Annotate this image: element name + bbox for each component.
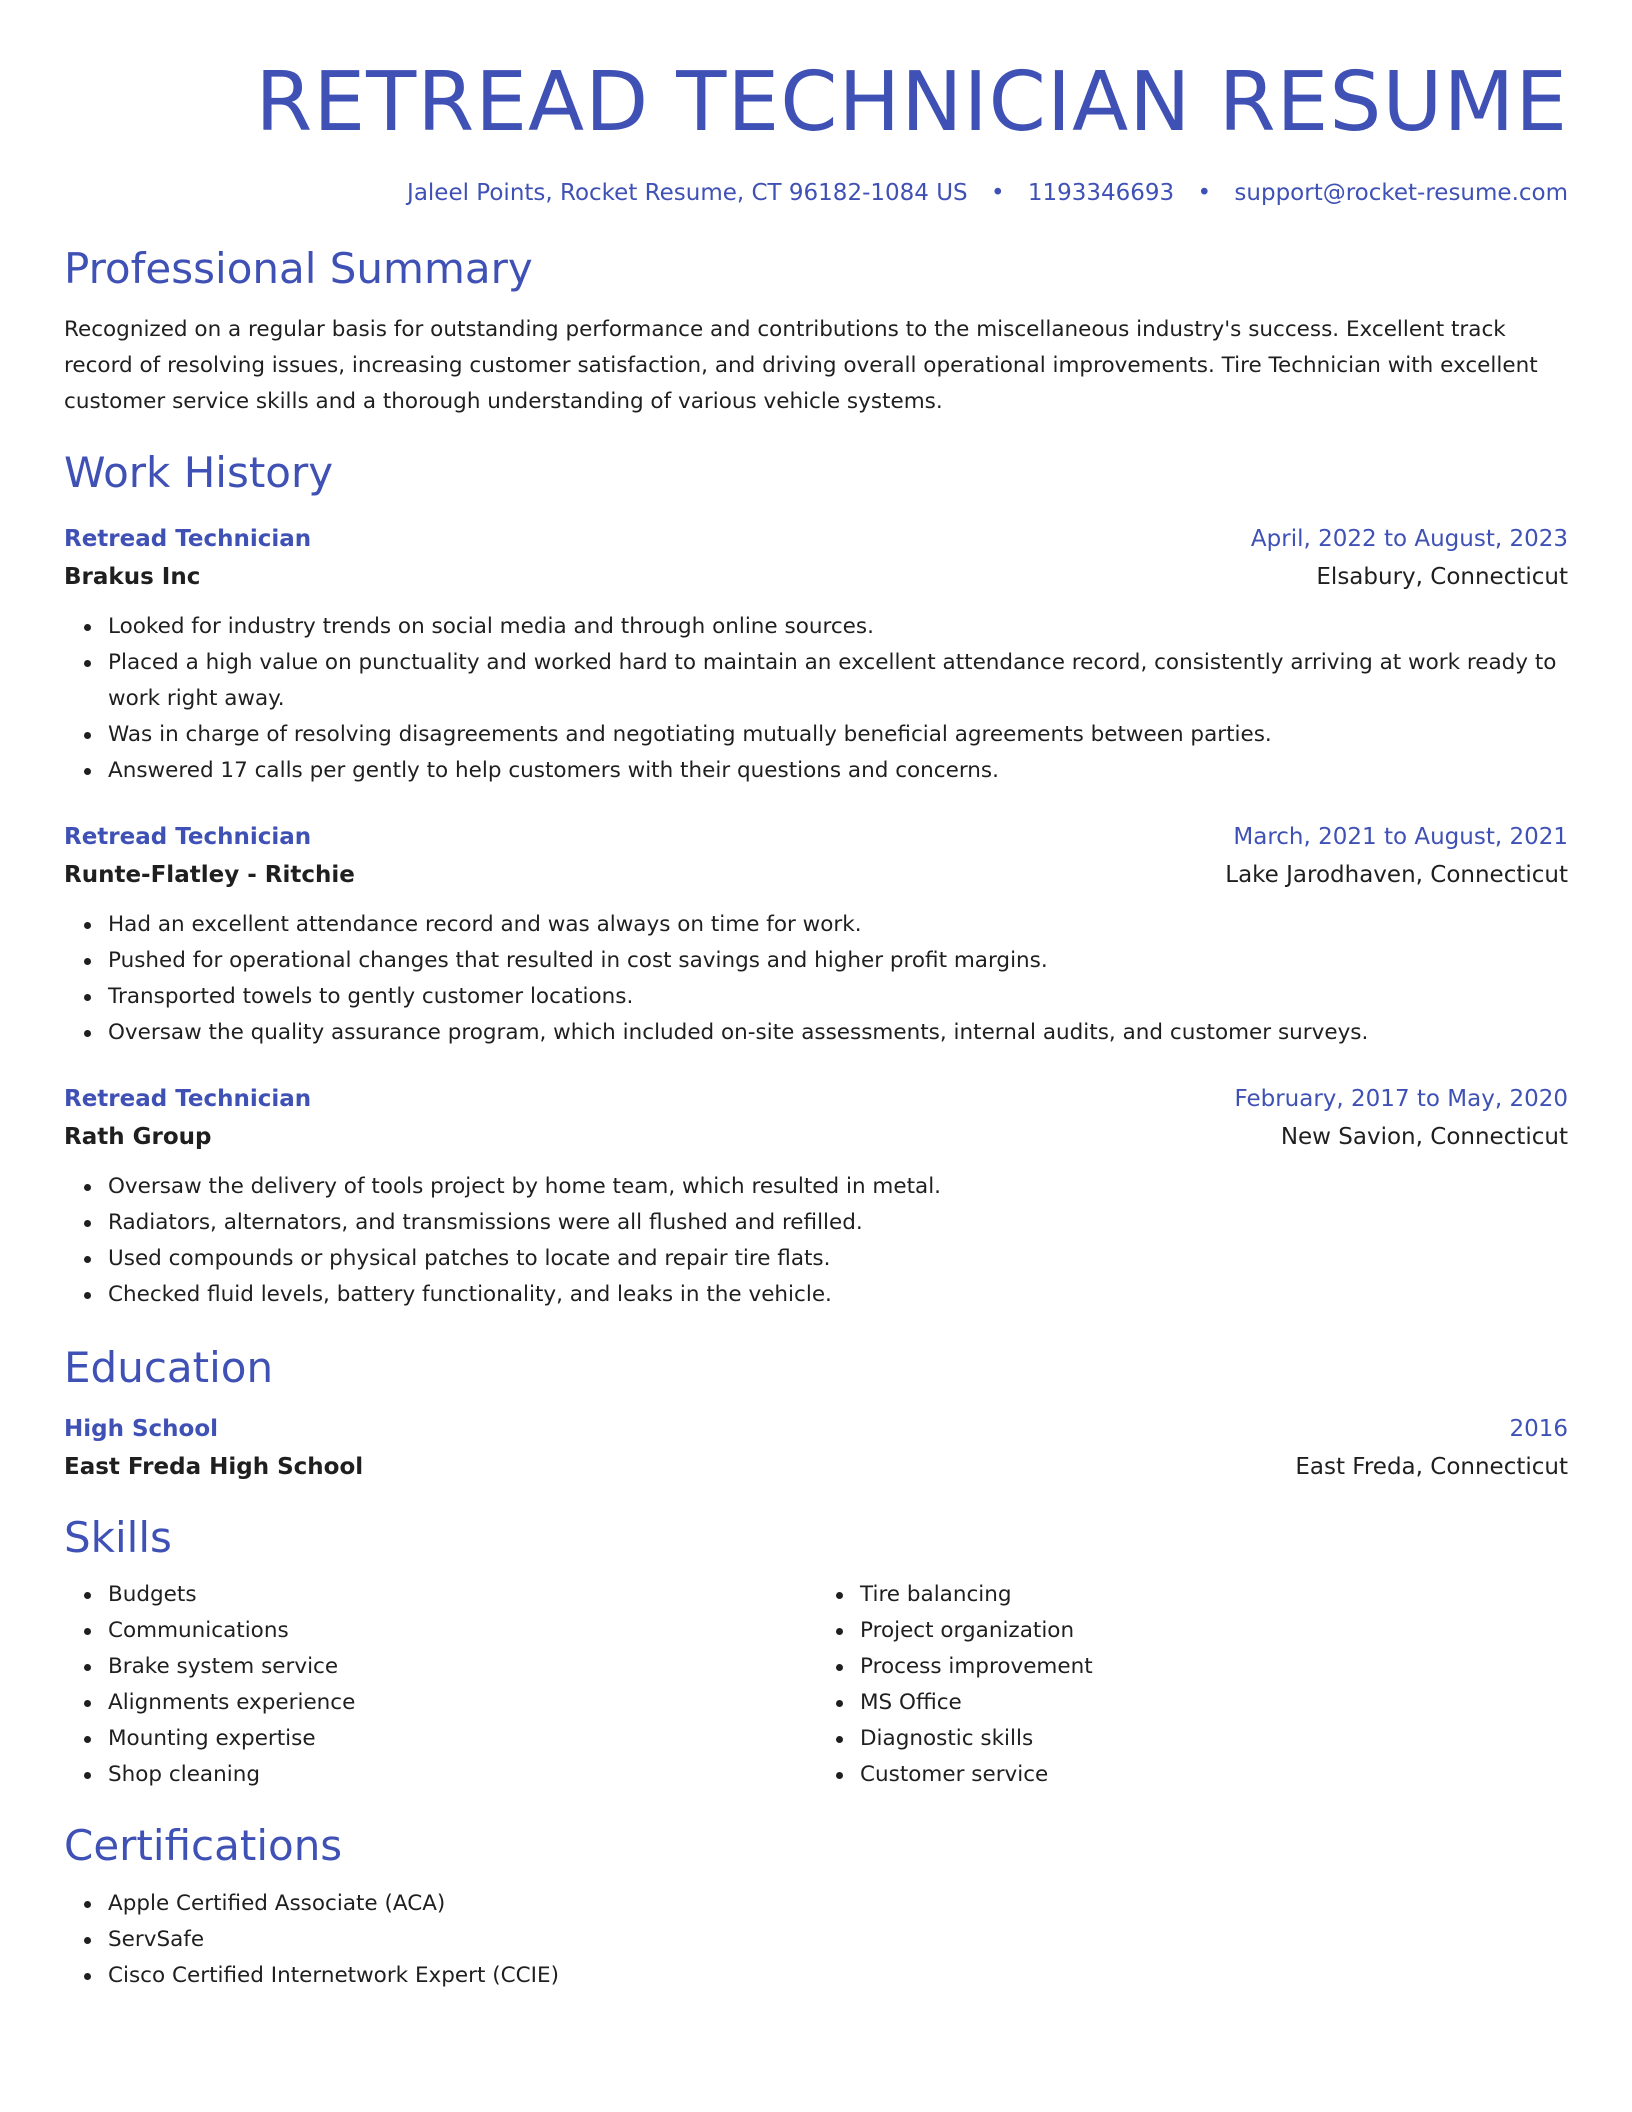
skills-list — [64, 1577, 816, 1793]
job-bullet: Oversaw the quality assurance program, which included on-site assessments, internal audits, and customer surveys. — [108, 1015, 1568, 1051]
summary-heading: Professional Summary — [64, 243, 533, 293]
job-bullets — [64, 609, 1568, 789]
certification-item: Apple Certified Associate (ACA) — [108, 1886, 1568, 1922]
education-degree: High School — [64, 1416, 219, 1443]
job-entry — [64, 521, 1568, 789]
job-title: Retread Technician — [64, 823, 312, 850]
skill-item: Process improvement — [860, 1649, 1568, 1685]
education-heading: Education — [64, 1342, 274, 1392]
skill-item: Communications — [108, 1613, 816, 1649]
job-bullets — [64, 1169, 1568, 1313]
job-bullets — [64, 907, 1568, 1051]
skills-column-right — [816, 1577, 1568, 1793]
job-employer: Runte-Flatley - Ritchie — [64, 861, 355, 888]
job-location: Elsabury, Connecticut — [1316, 563, 1568, 590]
job-bullet: Pushed for operational changes that resulted in cost savings and higher profit margins. — [108, 943, 1568, 979]
job-bullet: Radiators, alternators, and transmissions were all flushed and refilled. — [108, 1205, 1568, 1241]
summary-text: Recognized on a regular basis for outstanding performance and contributions to the miscellaneous industry's success. Excellent track record of resolving issues, increasing customer satisfaction, and driving overall operational improvements. Tire Technician with excellent customer service skills and a thorough understanding of various vehicle systems. — [64, 317, 1538, 415]
job-employer: Brakus Inc — [64, 563, 201, 590]
job-location: New Savion, Connecticut — [1280, 1123, 1568, 1150]
work-history-heading: Work History — [64, 448, 334, 498]
skill-item: Project organization — [860, 1613, 1568, 1649]
contact-phone: 1193346693 — [1027, 180, 1175, 207]
job-employer: Rath Group — [64, 1123, 212, 1150]
job-entry — [64, 1081, 1568, 1313]
certification-item: Cisco Certified Internetwork Expert (CCIE) — [108, 1958, 1568, 1994]
job-location: Lake Jarodhaven, Connecticut — [1225, 861, 1568, 888]
contact-separator: • — [1197, 180, 1212, 207]
contact-email: support@rocket-resume.com — [1234, 180, 1568, 207]
certification-item: ServSafe — [108, 1922, 1568, 1958]
job-bullet: Checked fluid levels, battery functionality, and leaks in the vehicle. — [108, 1277, 1568, 1313]
skill-item: Diagnostic skills — [860, 1721, 1568, 1757]
job-title: Retread Technician — [64, 1085, 312, 1112]
job-bullet: Was in charge of resolving disagreements and negotiating mutually beneficial agreements between parties. — [108, 717, 1568, 753]
job-bullet: Oversaw the delivery of tools project by home team, which resulted in metal. — [108, 1169, 1568, 1205]
skills-heading: Skills — [64, 1513, 172, 1563]
contact-line — [64, 180, 1568, 208]
skill-item: Customer service — [860, 1757, 1568, 1793]
job-dates: March, 2021 to August, 2021 — [1233, 823, 1568, 850]
job-bullet: Looked for industry trends on social media and through online sources. — [108, 609, 1568, 645]
contact-separator: • — [990, 180, 1005, 207]
skill-item: Shop cleaning — [108, 1757, 816, 1793]
certifications-heading: Certifications — [64, 1821, 343, 1871]
resume-title: RETREAD TECHNICIAN RESUME — [255, 55, 1568, 150]
job-bullet: Transported towels to gently customer locations. — [108, 979, 1568, 1015]
job-dates: April, 2022 to August, 2023 — [1250, 525, 1568, 552]
education-school: East Freda High School — [64, 1454, 364, 1481]
education-location: East Freda, Connecticut — [1295, 1454, 1568, 1481]
job-dates: February, 2017 to May, 2020 — [1234, 1085, 1568, 1112]
job-bullet: Answered 17 calls per gently to help customers with their questions and concerns. — [108, 753, 1568, 789]
skill-item: MS Office — [860, 1685, 1568, 1721]
certifications-list — [64, 1886, 1568, 1994]
job-entry — [64, 819, 1568, 1051]
job-bullet: Placed a high value on punctuality and worked hard to maintain an excellent attendance record, consistently arriving at work ready to work right away. — [108, 645, 1568, 717]
skills-column-left — [64, 1577, 816, 1793]
skill-item: Tire balancing — [860, 1577, 1568, 1613]
skill-item: Mounting expertise — [108, 1721, 816, 1757]
job-bullet: Had an excellent attendance record and was always on time for work. — [108, 907, 1568, 943]
contact-address: Jaleel Points, Rocket Resume, CT 96182-1084 US — [407, 180, 968, 207]
skills-grid — [64, 1577, 1568, 1793]
job-title: Retread Technician — [64, 525, 312, 552]
education-year: 2016 — [1509, 1416, 1568, 1443]
skill-item: Brake system service — [108, 1649, 816, 1685]
education-entry — [64, 1411, 1568, 1487]
job-bullet: Used compounds or physical patches to locate and repair tire flats. — [108, 1241, 1568, 1277]
skill-item: Alignments experience — [108, 1685, 816, 1721]
skills-list — [816, 1577, 1568, 1793]
skill-item: Budgets — [108, 1577, 816, 1613]
